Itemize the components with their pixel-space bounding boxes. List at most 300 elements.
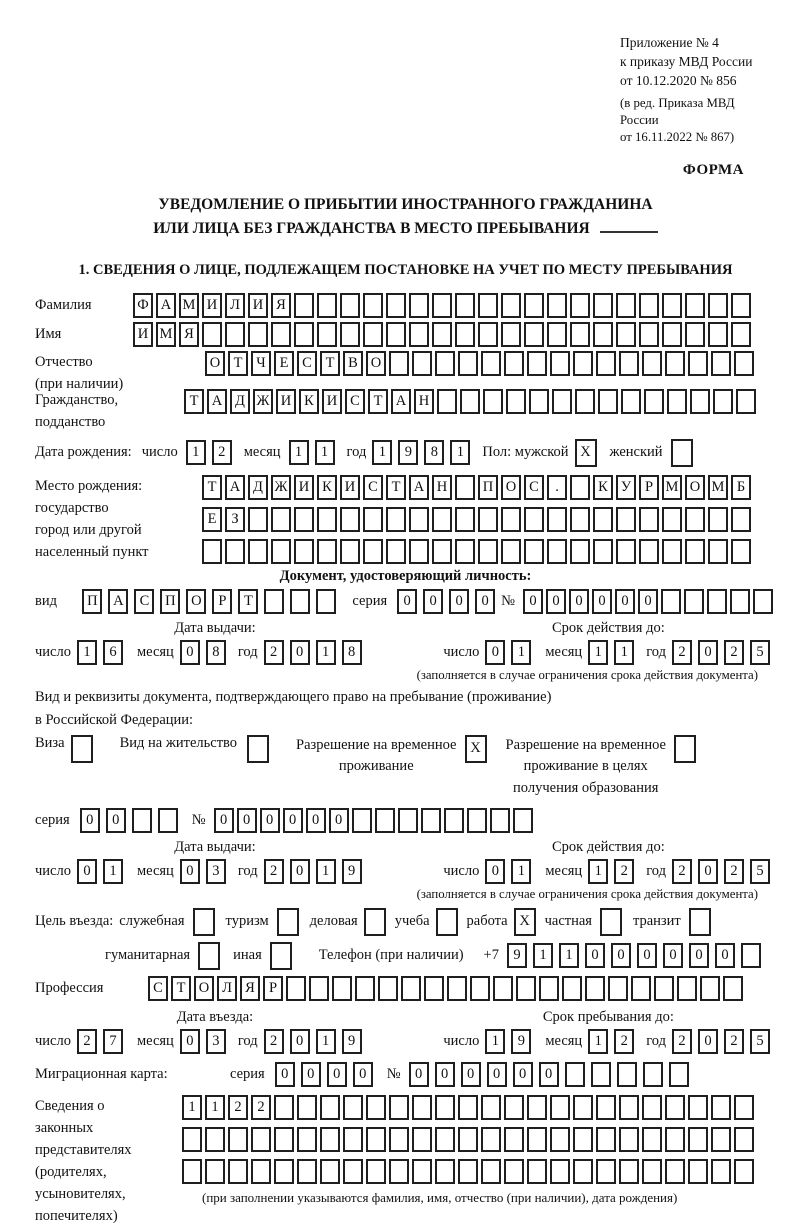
char-box[interactable]: 0 bbox=[663, 943, 683, 968]
char-box[interactable] bbox=[731, 507, 751, 532]
char-box[interactable] bbox=[688, 351, 708, 376]
char-box[interactable] bbox=[501, 293, 521, 318]
char-box[interactable] bbox=[251, 1127, 271, 1152]
char-box[interactable] bbox=[460, 389, 480, 414]
char-box[interactable] bbox=[294, 507, 314, 532]
char-box[interactable] bbox=[412, 1127, 432, 1152]
char-box[interactable]: 0 bbox=[290, 640, 310, 665]
char-box[interactable] bbox=[550, 351, 570, 376]
char-box[interactable]: Ж bbox=[271, 475, 291, 500]
char-box[interactable]: 0 bbox=[290, 1029, 310, 1054]
char-box[interactable] bbox=[616, 322, 636, 347]
char-box[interactable]: К bbox=[593, 475, 613, 500]
char-box[interactable] bbox=[619, 1127, 639, 1152]
char-box[interactable] bbox=[271, 322, 291, 347]
char-box[interactable]: 0 bbox=[283, 808, 303, 833]
char-box[interactable]: У bbox=[616, 475, 636, 500]
char-box[interactable] bbox=[435, 351, 455, 376]
char-box[interactable]: 1 bbox=[511, 859, 531, 884]
char-box[interactable] bbox=[730, 589, 750, 614]
char-box[interactable] bbox=[309, 976, 329, 1001]
char-box[interactable] bbox=[644, 389, 664, 414]
char-box[interactable] bbox=[386, 293, 406, 318]
char-box[interactable] bbox=[225, 539, 245, 564]
char-box[interactable] bbox=[585, 976, 605, 1001]
char-box[interactable] bbox=[506, 389, 526, 414]
doc-issue-year-cells[interactable] bbox=[264, 640, 368, 665]
char-box[interactable]: В bbox=[343, 351, 363, 376]
char-box[interactable]: М bbox=[156, 322, 176, 347]
char-box[interactable] bbox=[671, 439, 693, 467]
purpose-study-checkbox[interactable] bbox=[436, 908, 461, 936]
char-box[interactable] bbox=[642, 1095, 662, 1120]
char-box[interactable]: И bbox=[276, 389, 296, 414]
char-box[interactable]: 2 bbox=[724, 859, 744, 884]
char-box[interactable]: Л bbox=[217, 976, 237, 1001]
doc-number-cells[interactable] bbox=[523, 589, 776, 614]
char-box[interactable]: 0 bbox=[449, 589, 469, 614]
char-box[interactable]: 0 bbox=[592, 589, 612, 614]
char-box[interactable] bbox=[340, 539, 360, 564]
char-box[interactable]: 1 bbox=[511, 640, 531, 665]
permit-issue-month-cells[interactable] bbox=[180, 859, 232, 884]
birth-day-cells[interactable] bbox=[186, 440, 238, 465]
char-box[interactable] bbox=[436, 908, 458, 936]
char-box[interactable]: Л bbox=[225, 293, 245, 318]
char-box[interactable] bbox=[378, 976, 398, 1001]
entry-day-cells[interactable] bbox=[77, 1029, 129, 1054]
char-box[interactable] bbox=[547, 293, 567, 318]
char-box[interactable] bbox=[294, 322, 314, 347]
purpose-business-checkbox[interactable] bbox=[364, 908, 389, 936]
char-box[interactable] bbox=[639, 507, 659, 532]
char-box[interactable]: П bbox=[82, 589, 102, 614]
char-box[interactable]: 0 bbox=[475, 589, 495, 614]
char-box[interactable] bbox=[565, 1062, 585, 1087]
char-box[interactable] bbox=[600, 908, 622, 936]
char-box[interactable] bbox=[444, 808, 464, 833]
char-box[interactable] bbox=[593, 293, 613, 318]
char-box[interactable] bbox=[573, 1127, 593, 1152]
char-box[interactable]: 0 bbox=[180, 859, 200, 884]
char-box[interactable] bbox=[547, 322, 567, 347]
char-box[interactable]: С bbox=[134, 589, 154, 614]
char-box[interactable] bbox=[736, 389, 756, 414]
char-box[interactable] bbox=[343, 1095, 363, 1120]
char-box[interactable]: 0 bbox=[214, 808, 234, 833]
char-box[interactable]: А bbox=[156, 293, 176, 318]
char-box[interactable] bbox=[598, 389, 618, 414]
char-box[interactable] bbox=[562, 976, 582, 1001]
char-box[interactable]: Р bbox=[212, 589, 232, 614]
char-box[interactable] bbox=[247, 735, 269, 763]
char-box[interactable]: Т bbox=[228, 351, 248, 376]
char-box[interactable] bbox=[421, 808, 441, 833]
birth-year-cells[interactable] bbox=[372, 440, 476, 465]
char-box[interactable] bbox=[734, 1127, 754, 1152]
surname-cells[interactable] bbox=[133, 293, 754, 318]
char-box[interactable]: 0 bbox=[698, 859, 718, 884]
char-box[interactable] bbox=[248, 322, 268, 347]
char-box[interactable] bbox=[685, 539, 705, 564]
char-box[interactable]: Р bbox=[263, 976, 283, 1001]
char-box[interactable]: 0 bbox=[461, 1062, 481, 1087]
char-box[interactable] bbox=[320, 1127, 340, 1152]
char-box[interactable]: 2 bbox=[672, 640, 692, 665]
permit-issue-day-cells[interactable] bbox=[77, 859, 129, 884]
char-box[interactable] bbox=[621, 389, 641, 414]
char-box[interactable]: К bbox=[299, 389, 319, 414]
char-box[interactable] bbox=[662, 539, 682, 564]
char-box[interactable] bbox=[643, 1062, 663, 1087]
char-box[interactable]: 0 bbox=[77, 859, 97, 884]
char-box[interactable]: 1 bbox=[588, 1029, 608, 1054]
permit-issue-year-cells[interactable] bbox=[264, 859, 368, 884]
char-box[interactable] bbox=[202, 322, 222, 347]
char-box[interactable]: 1 bbox=[289, 440, 309, 465]
char-box[interactable]: 0 bbox=[180, 640, 200, 665]
char-box[interactable]: 0 bbox=[290, 859, 310, 884]
char-box[interactable] bbox=[478, 539, 498, 564]
char-box[interactable]: 5 bbox=[750, 1029, 770, 1054]
char-box[interactable] bbox=[490, 808, 510, 833]
char-box[interactable]: 0 bbox=[485, 859, 505, 884]
char-box[interactable]: 5 bbox=[750, 859, 770, 884]
char-box[interactable]: С bbox=[148, 976, 168, 1001]
char-box[interactable] bbox=[389, 1127, 409, 1152]
char-box[interactable] bbox=[277, 908, 299, 936]
char-box[interactable]: 2 bbox=[212, 440, 232, 465]
char-box[interactable] bbox=[685, 293, 705, 318]
patronymic-cells[interactable] bbox=[205, 351, 757, 376]
char-box[interactable] bbox=[271, 539, 291, 564]
char-box[interactable]: С bbox=[297, 351, 317, 376]
stay-day-cells[interactable] bbox=[485, 1029, 537, 1054]
char-box[interactable] bbox=[513, 808, 533, 833]
char-box[interactable]: 0 bbox=[260, 808, 280, 833]
migcard-series-cells[interactable] bbox=[275, 1062, 379, 1087]
char-box[interactable] bbox=[684, 589, 704, 614]
char-box[interactable]: 0 bbox=[487, 1062, 507, 1087]
char-box[interactable]: Ч bbox=[251, 351, 271, 376]
char-box[interactable]: 1 bbox=[315, 440, 335, 465]
char-box[interactable]: А bbox=[207, 389, 227, 414]
char-box[interactable] bbox=[654, 976, 674, 1001]
char-box[interactable]: П bbox=[478, 475, 498, 500]
sex-female-checkbox[interactable] bbox=[671, 439, 696, 467]
char-box[interactable] bbox=[570, 507, 590, 532]
sex-male-checkbox[interactable] bbox=[575, 439, 600, 467]
char-box[interactable]: 2 bbox=[614, 1029, 634, 1054]
char-box[interactable] bbox=[516, 976, 536, 1001]
char-box[interactable] bbox=[366, 1127, 386, 1152]
char-box[interactable] bbox=[707, 589, 727, 614]
char-box[interactable] bbox=[642, 1127, 662, 1152]
char-box[interactable] bbox=[424, 976, 444, 1001]
char-box[interactable] bbox=[665, 351, 685, 376]
char-box[interactable] bbox=[527, 1095, 547, 1120]
char-box[interactable] bbox=[619, 1095, 639, 1120]
char-box[interactable] bbox=[455, 475, 475, 500]
char-box[interactable]: 2 bbox=[264, 640, 284, 665]
char-box[interactable] bbox=[455, 539, 475, 564]
permit-number-cells[interactable] bbox=[214, 808, 536, 833]
char-box[interactable]: 0 bbox=[546, 589, 566, 614]
char-box[interactable] bbox=[317, 322, 337, 347]
char-box[interactable] bbox=[483, 389, 503, 414]
char-box[interactable] bbox=[158, 808, 178, 833]
char-box[interactable] bbox=[458, 1095, 478, 1120]
char-box[interactable]: Я bbox=[271, 293, 291, 318]
char-box[interactable] bbox=[734, 1095, 754, 1120]
char-box[interactable]: 0 bbox=[106, 808, 126, 833]
char-box[interactable]: 0 bbox=[523, 589, 543, 614]
char-box[interactable] bbox=[731, 539, 751, 564]
char-box[interactable] bbox=[688, 1095, 708, 1120]
char-box[interactable]: Т bbox=[320, 351, 340, 376]
char-box[interactable]: 1 bbox=[316, 640, 336, 665]
char-box[interactable] bbox=[713, 389, 733, 414]
char-box[interactable]: А bbox=[391, 389, 411, 414]
char-box[interactable] bbox=[570, 322, 590, 347]
char-box[interactable] bbox=[708, 539, 728, 564]
char-box[interactable]: 0 bbox=[637, 943, 657, 968]
entry-year-cells[interactable] bbox=[264, 1029, 368, 1054]
char-box[interactable] bbox=[591, 1062, 611, 1087]
char-box[interactable] bbox=[662, 293, 682, 318]
char-box[interactable] bbox=[264, 589, 284, 614]
rvp-edu-checkbox[interactable] bbox=[674, 735, 699, 763]
char-box[interactable] bbox=[642, 351, 662, 376]
char-box[interactable] bbox=[677, 976, 697, 1001]
char-box[interactable]: З bbox=[225, 507, 245, 532]
char-box[interactable]: 0 bbox=[409, 1062, 429, 1087]
stay-year-cells[interactable] bbox=[672, 1029, 776, 1054]
char-box[interactable]: 8 bbox=[424, 440, 444, 465]
char-box[interactable] bbox=[290, 589, 310, 614]
char-box[interactable]: 1 bbox=[533, 943, 553, 968]
char-box[interactable] bbox=[432, 507, 452, 532]
char-box[interactable] bbox=[662, 322, 682, 347]
char-box[interactable] bbox=[593, 322, 613, 347]
purpose-official-checkbox[interactable] bbox=[193, 908, 218, 936]
char-box[interactable]: 0 bbox=[180, 1029, 200, 1054]
char-box[interactable]: 0 bbox=[638, 589, 658, 614]
char-box[interactable]: 1 bbox=[186, 440, 206, 465]
char-box[interactable] bbox=[547, 507, 567, 532]
char-box[interactable]: 2 bbox=[264, 1029, 284, 1054]
char-box[interactable]: И bbox=[294, 475, 314, 500]
char-box[interactable] bbox=[665, 1095, 685, 1120]
char-box[interactable] bbox=[501, 539, 521, 564]
char-box[interactable]: Т bbox=[202, 475, 222, 500]
char-box[interactable] bbox=[685, 507, 705, 532]
char-box[interactable] bbox=[690, 389, 710, 414]
permit-valid-year-cells[interactable] bbox=[672, 859, 776, 884]
char-box[interactable]: К bbox=[317, 475, 337, 500]
char-box[interactable] bbox=[570, 539, 590, 564]
char-box[interactable]: 0 bbox=[329, 808, 349, 833]
char-box[interactable]: 0 bbox=[237, 808, 257, 833]
char-box[interactable] bbox=[320, 1095, 340, 1120]
char-box[interactable] bbox=[205, 1127, 225, 1152]
char-box[interactable] bbox=[708, 507, 728, 532]
char-box[interactable] bbox=[593, 539, 613, 564]
char-box[interactable] bbox=[386, 539, 406, 564]
char-box[interactable]: 0 bbox=[585, 943, 605, 968]
char-box[interactable]: Т bbox=[386, 475, 406, 500]
char-box[interactable] bbox=[447, 976, 467, 1001]
char-box[interactable] bbox=[711, 1127, 731, 1152]
char-box[interactable]: Т bbox=[184, 389, 204, 414]
char-box[interactable]: А bbox=[225, 475, 245, 500]
char-box[interactable] bbox=[667, 389, 687, 414]
char-box[interactable]: 0 bbox=[689, 943, 709, 968]
char-box[interactable] bbox=[343, 1127, 363, 1152]
birthplace-cells-row3[interactable] bbox=[202, 539, 754, 564]
char-box[interactable]: 2 bbox=[672, 1029, 692, 1054]
char-box[interactable]: 2 bbox=[724, 1029, 744, 1054]
char-box[interactable] bbox=[458, 1127, 478, 1152]
visa-checkbox[interactable] bbox=[71, 735, 96, 763]
char-box[interactable] bbox=[202, 539, 222, 564]
permit-valid-day-cells[interactable] bbox=[485, 859, 537, 884]
char-box[interactable]: И bbox=[133, 322, 153, 347]
char-box[interactable]: 2 bbox=[77, 1029, 97, 1054]
char-box[interactable]: О bbox=[205, 351, 225, 376]
char-box[interactable] bbox=[524, 507, 544, 532]
char-box[interactable] bbox=[524, 539, 544, 564]
char-box[interactable] bbox=[573, 351, 593, 376]
char-box[interactable] bbox=[481, 1095, 501, 1120]
char-box[interactable]: 0 bbox=[715, 943, 735, 968]
stay-month-cells[interactable] bbox=[588, 1029, 640, 1054]
purpose-transit-checkbox[interactable] bbox=[689, 908, 714, 936]
char-box[interactable] bbox=[688, 1127, 708, 1152]
char-box[interactable]: П bbox=[160, 589, 180, 614]
char-box[interactable] bbox=[723, 976, 743, 1001]
char-box[interactable]: И bbox=[340, 475, 360, 500]
char-box[interactable]: . bbox=[547, 475, 567, 500]
char-box[interactable]: 0 bbox=[327, 1062, 347, 1087]
char-box[interactable]: 0 bbox=[611, 943, 631, 968]
birth-month-cells[interactable] bbox=[289, 440, 341, 465]
char-box[interactable]: И bbox=[202, 293, 222, 318]
char-box[interactable]: О bbox=[186, 589, 206, 614]
char-box[interactable] bbox=[734, 351, 754, 376]
char-box[interactable]: О bbox=[685, 475, 705, 500]
char-box[interactable]: 1 bbox=[103, 859, 123, 884]
char-box[interactable] bbox=[550, 1095, 570, 1120]
char-box[interactable]: 9 bbox=[342, 1029, 362, 1054]
char-box[interactable] bbox=[504, 1095, 524, 1120]
char-box[interactable] bbox=[501, 322, 521, 347]
char-box[interactable] bbox=[570, 293, 590, 318]
char-box[interactable]: Д bbox=[248, 475, 268, 500]
char-box[interactable]: 0 bbox=[435, 1062, 455, 1087]
char-box[interactable] bbox=[685, 322, 705, 347]
char-box[interactable]: О bbox=[194, 976, 214, 1001]
char-box[interactable]: X bbox=[575, 439, 597, 467]
char-box[interactable]: 3 bbox=[206, 859, 226, 884]
char-box[interactable]: 0 bbox=[485, 640, 505, 665]
char-box[interactable] bbox=[432, 293, 452, 318]
char-box[interactable]: 9 bbox=[511, 1029, 531, 1054]
char-box[interactable] bbox=[616, 507, 636, 532]
char-box[interactable]: 1 bbox=[316, 1029, 336, 1054]
char-box[interactable]: Ф bbox=[133, 293, 153, 318]
char-box[interactable] bbox=[573, 1095, 593, 1120]
char-box[interactable] bbox=[669, 1062, 689, 1087]
char-box[interactable]: И bbox=[248, 293, 268, 318]
char-box[interactable]: 0 bbox=[569, 589, 589, 614]
char-box[interactable] bbox=[132, 808, 152, 833]
char-box[interactable] bbox=[665, 1127, 685, 1152]
char-box[interactable] bbox=[363, 539, 383, 564]
char-box[interactable] bbox=[753, 589, 773, 614]
char-box[interactable] bbox=[297, 1095, 317, 1120]
char-box[interactable]: 0 bbox=[306, 808, 326, 833]
char-box[interactable] bbox=[386, 507, 406, 532]
rvp-checkbox[interactable] bbox=[465, 735, 490, 763]
char-box[interactable]: 8 bbox=[342, 640, 362, 665]
char-box[interactable] bbox=[409, 293, 429, 318]
char-box[interactable]: М bbox=[662, 475, 682, 500]
citizenship-cells[interactable] bbox=[184, 389, 759, 414]
char-box[interactable]: 0 bbox=[397, 589, 417, 614]
char-box[interactable] bbox=[437, 389, 457, 414]
char-box[interactable]: М bbox=[179, 293, 199, 318]
doc-kind-cells[interactable] bbox=[82, 589, 342, 614]
char-box[interactable] bbox=[478, 293, 498, 318]
char-box[interactable] bbox=[355, 976, 375, 1001]
char-box[interactable] bbox=[340, 293, 360, 318]
representatives-cells-row1[interactable] bbox=[182, 1095, 757, 1120]
char-box[interactable] bbox=[389, 1095, 409, 1120]
char-box[interactable]: 0 bbox=[698, 640, 718, 665]
birthplace-cells-row2[interactable] bbox=[202, 507, 754, 532]
char-box[interactable]: И bbox=[322, 389, 342, 414]
char-box[interactable] bbox=[524, 293, 544, 318]
char-box[interactable] bbox=[608, 976, 628, 1001]
char-box[interactable]: Ж bbox=[253, 389, 273, 414]
char-box[interactable] bbox=[432, 539, 452, 564]
char-box[interactable] bbox=[662, 507, 682, 532]
char-box[interactable] bbox=[340, 507, 360, 532]
char-box[interactable] bbox=[363, 293, 383, 318]
char-box[interactable]: X bbox=[465, 735, 487, 763]
doc-valid-month-cells[interactable] bbox=[588, 640, 640, 665]
char-box[interactable] bbox=[435, 1095, 455, 1120]
char-box[interactable] bbox=[700, 976, 720, 1001]
char-box[interactable] bbox=[409, 322, 429, 347]
char-box[interactable]: 0 bbox=[423, 589, 443, 614]
char-box[interactable]: 1 bbox=[588, 859, 608, 884]
char-box[interactable] bbox=[317, 539, 337, 564]
char-box[interactable]: С bbox=[363, 475, 383, 500]
char-box[interactable] bbox=[294, 293, 314, 318]
char-box[interactable] bbox=[527, 351, 547, 376]
char-box[interactable]: Т bbox=[368, 389, 388, 414]
char-box[interactable] bbox=[366, 1095, 386, 1120]
purpose-other-checkbox[interactable] bbox=[270, 942, 295, 970]
char-box[interactable] bbox=[225, 322, 245, 347]
char-box[interactable] bbox=[639, 539, 659, 564]
phone-cells[interactable] bbox=[507, 943, 767, 968]
char-box[interactable] bbox=[639, 322, 659, 347]
permit-series-cells[interactable] bbox=[80, 808, 184, 833]
doc-issue-month-cells[interactable] bbox=[180, 640, 232, 665]
